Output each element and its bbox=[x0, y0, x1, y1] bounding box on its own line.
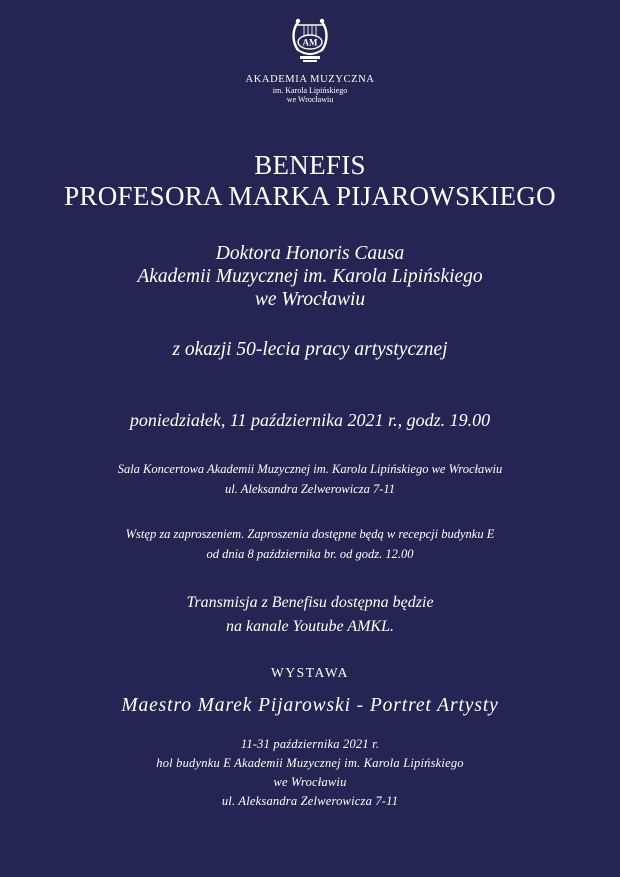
occasion-text: z okazji 50-lecia pracy artystycznej bbox=[172, 339, 448, 360]
svg-text:AM: AM bbox=[302, 37, 318, 48]
academy-name-line1: AKADEMIA MUZYCZNA bbox=[245, 74, 375, 85]
lyre-am-logo-icon bbox=[284, 16, 336, 68]
exhibition-place-line2: we Wrocławiu bbox=[273, 775, 347, 789]
event-date: poniedziałek, 11 października 2021 r., godz. 19.00 bbox=[129, 410, 491, 430]
entry-info bbox=[0, 524, 620, 564]
honoris-causa bbox=[0, 242, 620, 311]
honoris-line2: Akademii Muzycznej im. Karola Lipińskiego bbox=[137, 266, 483, 287]
transmission-info bbox=[0, 591, 620, 639]
exhibition-dates: 11-31 października 2021 r. bbox=[240, 737, 380, 751]
honoris-line3: we Wrocławiu bbox=[254, 289, 366, 310]
exhibition-info bbox=[0, 735, 620, 811]
academy-name-line3: we Wrocławiu bbox=[286, 95, 334, 105]
entry-line1: Wstęp za zaproszeniem. Zaproszenia dostępne będą w recepcji budynku E bbox=[125, 527, 495, 541]
entry-line2: od dnia 8 października br. od godz. 12.00 bbox=[206, 547, 414, 561]
exhibition-place-line1: hol budynku E Akademii Muzycznej im. Karola Lipińskiego bbox=[156, 756, 464, 770]
exhibition-title: Maestro Marek Pijarowski - Portret Artysty bbox=[121, 695, 499, 716]
transmission-line2: na kanale Youtube AMKL. bbox=[225, 618, 394, 635]
exhibition-heading: WYSTAWA bbox=[270, 665, 350, 680]
academy-name bbox=[0, 74, 620, 104]
event-title-line1: BENEFIS bbox=[254, 150, 366, 180]
honoris-line1: Doktora Honoris Causa bbox=[215, 243, 405, 264]
transmission-line1: Transmisja z Benefisu dostępna będzie bbox=[186, 594, 434, 611]
venue-line1: Sala Koncertowa Akademii Muzycznej im. Karola Lipińskiego we Wrocławiu bbox=[117, 462, 503, 476]
venue-line2: ul. Aleksandra Zelwerowicza 7-11 bbox=[225, 482, 395, 496]
venue bbox=[0, 459, 620, 499]
event-title bbox=[0, 150, 620, 212]
event-title-line2: PROFESORA MARKA PIJAROWSKIEGO bbox=[64, 181, 556, 211]
academy-name-line2: im. Karola Lipińskiego bbox=[272, 86, 348, 96]
exhibition-address: ul. Aleksandra Zelwerowicza 7-11 bbox=[221, 794, 399, 808]
